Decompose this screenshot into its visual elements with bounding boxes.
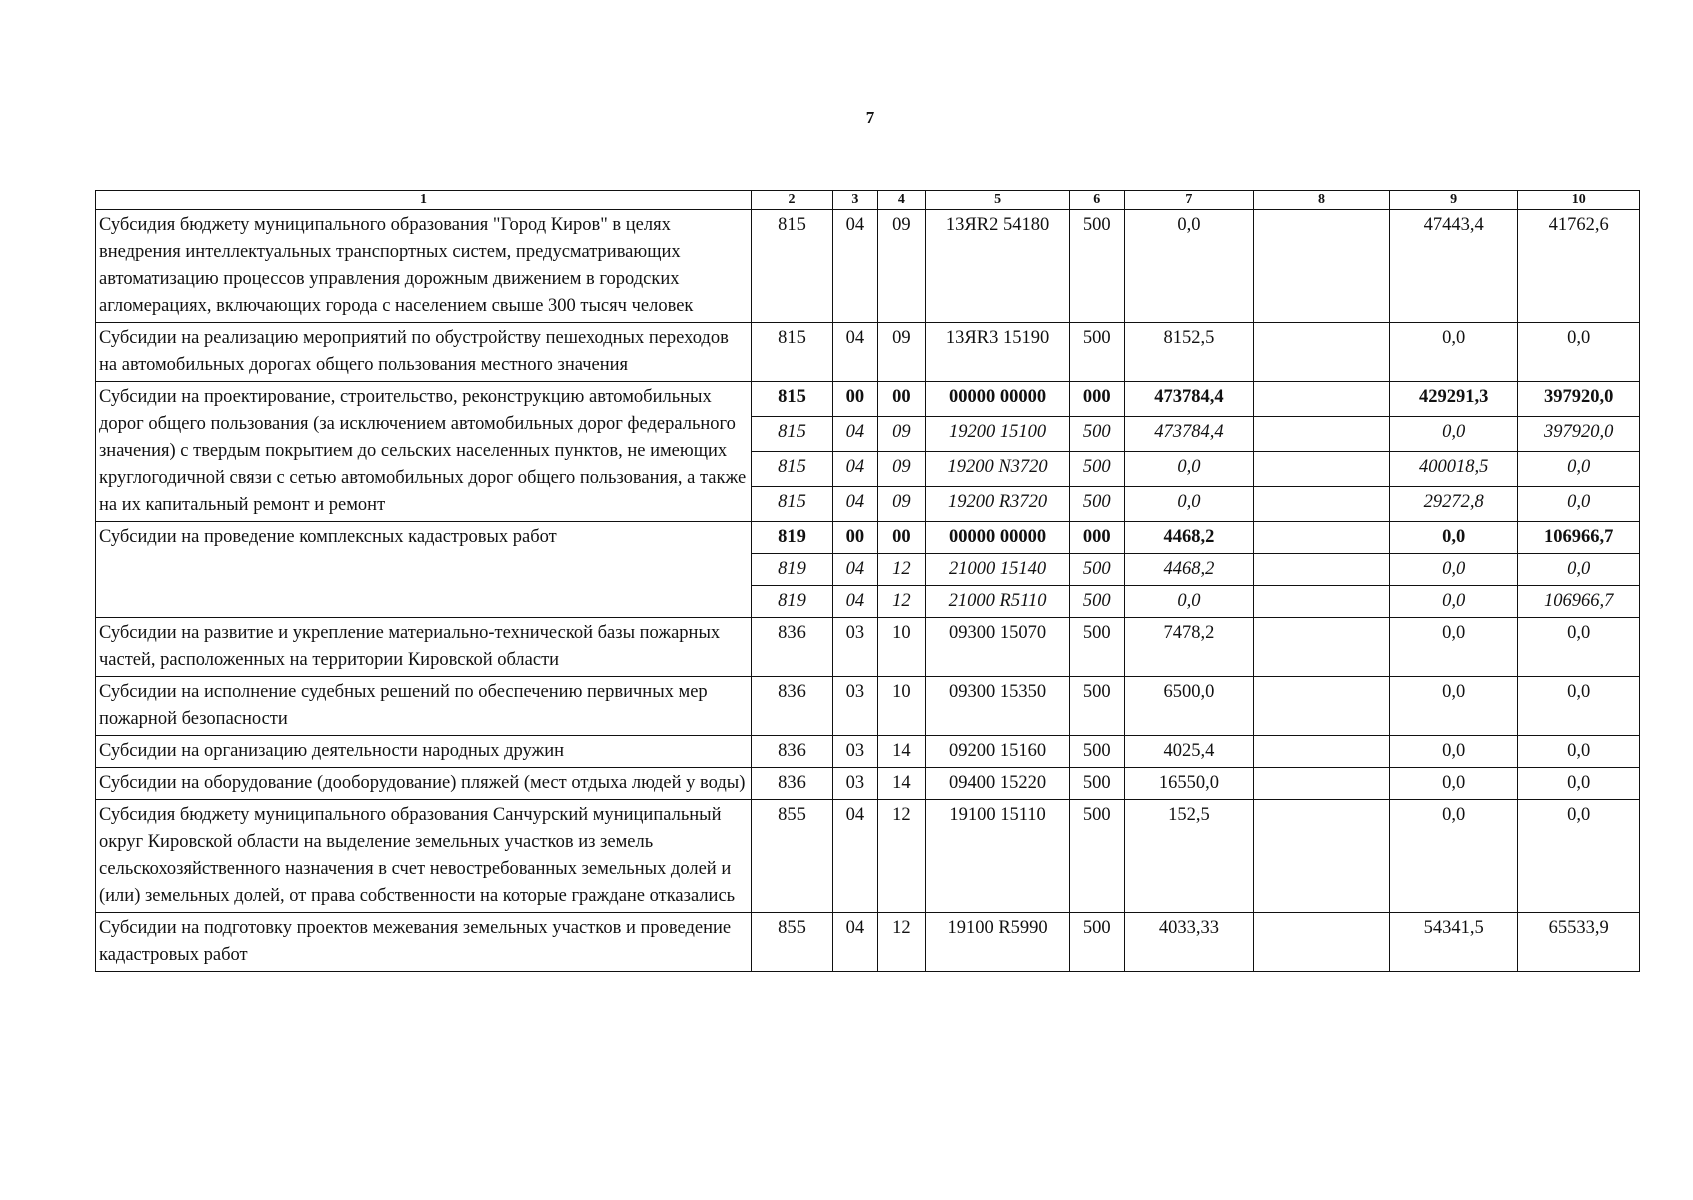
cell-c5: 09400 15220 <box>926 768 1070 800</box>
cell-c10: 0,0 <box>1518 487 1640 522</box>
cell-c10: 0,0 <box>1518 768 1640 800</box>
cell-c10: 106966,7 <box>1518 586 1640 618</box>
cell-c7: 8152,5 <box>1124 323 1254 382</box>
cell-c7: 473784,4 <box>1124 382 1254 417</box>
cell-c2: 815 <box>752 382 833 417</box>
cell-c3: 04 <box>833 554 878 586</box>
cell-c8 <box>1254 586 1390 618</box>
cell-c7: 16550,0 <box>1124 768 1254 800</box>
table-row <box>96 677 1640 736</box>
cell-c10: 0,0 <box>1518 452 1640 487</box>
cell-c5: 19200 15100 <box>926 417 1070 452</box>
cell-c9: 0,0 <box>1389 522 1518 554</box>
cell-c4: 10 <box>877 677 926 736</box>
row-description: Субсидии на оборудование (дооборудование) пляжей (мест отдыха людей у воды) <box>96 768 752 800</box>
cell-c6: 000 <box>1069 522 1124 554</box>
cell-c5: 21000 R5110 <box>926 586 1070 618</box>
header-cell: 3 <box>833 191 878 210</box>
cell-c9: 0,0 <box>1389 677 1518 736</box>
cell-c2: 836 <box>752 618 833 677</box>
table-row <box>96 618 1640 677</box>
cell-c7: 4033,33 <box>1124 913 1254 972</box>
cell-c8 <box>1254 736 1390 768</box>
table-row <box>96 736 1640 768</box>
cell-c3: 00 <box>833 382 878 417</box>
cell-c5: 09300 15070 <box>926 618 1070 677</box>
cell-c6: 500 <box>1069 554 1124 586</box>
cell-c5: 13ЯR3 15190 <box>926 323 1070 382</box>
cell-c3: 04 <box>833 800 878 913</box>
header-cell: 9 <box>1389 191 1518 210</box>
cell-c2: 819 <box>752 522 833 554</box>
cell-c9: 0,0 <box>1389 768 1518 800</box>
cell-c2: 815 <box>752 323 833 382</box>
cell-c3: 03 <box>833 677 878 736</box>
cell-c8 <box>1254 487 1390 522</box>
header-cell: 8 <box>1254 191 1390 210</box>
cell-c5: 09200 15160 <box>926 736 1070 768</box>
table-row-total <box>96 522 1640 554</box>
cell-c10: 0,0 <box>1518 800 1640 913</box>
cell-c10: 41762,6 <box>1518 210 1640 323</box>
cell-c8 <box>1254 913 1390 972</box>
cell-c4: 09 <box>877 452 926 487</box>
cell-c8 <box>1254 800 1390 913</box>
cell-c8 <box>1254 618 1390 677</box>
page-number: 7 <box>865 108 875 127</box>
cell-c7: 6500,0 <box>1124 677 1254 736</box>
row-description: Субсидии на исполнение судебных решений по обеспечению первичных мер пожарной безопасности <box>96 677 752 736</box>
cell-c9: 47443,4 <box>1389 210 1518 323</box>
row-description: Субсидии на реализацию мероприятий по обустройству пешеходных переходов на автомобильных дорогах общего пользования местного значения <box>96 323 752 382</box>
cell-c9: 0,0 <box>1389 554 1518 586</box>
cell-c7: 4025,4 <box>1124 736 1254 768</box>
cell-c7: 152,5 <box>1124 800 1254 913</box>
cell-c6: 500 <box>1069 913 1124 972</box>
cell-c4: 10 <box>877 618 926 677</box>
table-row <box>96 768 1640 800</box>
cell-c5: 19200 N3720 <box>926 452 1070 487</box>
cell-c2: 855 <box>752 913 833 972</box>
cell-c2: 815 <box>752 487 833 522</box>
cell-c8 <box>1254 554 1390 586</box>
cell-c9: 0,0 <box>1389 586 1518 618</box>
cell-c9: 0,0 <box>1389 323 1518 382</box>
cell-c4: 09 <box>877 323 926 382</box>
cell-c10: 65533,9 <box>1518 913 1640 972</box>
cell-c2: 836 <box>752 768 833 800</box>
cell-c8 <box>1254 417 1390 452</box>
row-description: Субсидия бюджету муниципального образования Санчурский муниципальный округ Кировской области на выделение земельных участков из земель сельскохозяйственного назначения в счет невостребованных земельных долей и (или) земельных долей, от права собственности на которые граждане отказались <box>96 800 752 913</box>
cell-c8 <box>1254 382 1390 417</box>
cell-c8 <box>1254 210 1390 323</box>
cell-c6: 500 <box>1069 487 1124 522</box>
header-cell: 5 <box>926 191 1070 210</box>
cell-c9: 0,0 <box>1389 417 1518 452</box>
cell-c8 <box>1254 522 1390 554</box>
cell-c7: 7478,2 <box>1124 618 1254 677</box>
cell-c6: 500 <box>1069 800 1124 913</box>
cell-c5: 09300 15350 <box>926 677 1070 736</box>
cell-c4: 12 <box>877 800 926 913</box>
header-cell: 1 <box>96 191 752 210</box>
cell-c10: 0,0 <box>1518 323 1640 382</box>
cell-c6: 500 <box>1069 323 1124 382</box>
cell-c3: 04 <box>833 452 878 487</box>
cell-c9: 0,0 <box>1389 800 1518 913</box>
cell-c2: 855 <box>752 800 833 913</box>
cell-c4: 09 <box>877 487 926 522</box>
cell-c5: 13ЯR2 54180 <box>926 210 1070 323</box>
cell-c10: 397920,0 <box>1518 382 1640 417</box>
table-row <box>96 913 1640 972</box>
cell-c7: 4468,2 <box>1124 554 1254 586</box>
cell-c4: 00 <box>877 382 926 417</box>
cell-c10: 0,0 <box>1518 736 1640 768</box>
cell-c6: 500 <box>1069 768 1124 800</box>
cell-c5: 21000 15140 <box>926 554 1070 586</box>
cell-c3: 04 <box>833 487 878 522</box>
cell-c3: 04 <box>833 323 878 382</box>
cell-c6: 500 <box>1069 618 1124 677</box>
row-description: Субсидия бюджету муниципального образования "Город Киров" в целях внедрения интеллектуальных транспортных систем, предусматривающих автоматизацию процессов управления дорожным движением в городских агломерациях, включающих города с населением свыше 300 тысяч человек <box>96 210 752 323</box>
cell-c4: 09 <box>877 210 926 323</box>
row-description: Субсидии на развитие и укрепление материально-технической базы пожарных частей, расположенных на территории Кировской области <box>96 618 752 677</box>
row-description: Субсидии на проектирование, строительство, реконструкцию автомобильных дорог общего пользования (за исключением автомобильных дорог федерального значения) с твердым покрытием до сельских населенных пунктов, не имеющих круглогодичной связи с сетью автомобильных дорог общего пользования, а также на их капитальный ремонт и ремонт <box>96 382 752 522</box>
cell-c3: 03 <box>833 736 878 768</box>
header-row <box>96 191 1640 210</box>
cell-c3: 04 <box>833 210 878 323</box>
cell-c8 <box>1254 452 1390 487</box>
cell-c6: 500 <box>1069 417 1124 452</box>
cell-c5: 19200 R3720 <box>926 487 1070 522</box>
row-description: Субсидии на подготовку проектов межевания земельных участков и проведение кадастровых работ <box>96 913 752 972</box>
cell-c2: 819 <box>752 554 833 586</box>
cell-c7: 4468,2 <box>1124 522 1254 554</box>
cell-c3: 04 <box>833 586 878 618</box>
cell-c9: 54341,5 <box>1389 913 1518 972</box>
table-row <box>96 210 1640 323</box>
cell-c9: 429291,3 <box>1389 382 1518 417</box>
table-row-total <box>96 382 1640 417</box>
cell-c4: 12 <box>877 586 926 618</box>
header-cell: 6 <box>1069 191 1124 210</box>
cell-c10: 0,0 <box>1518 618 1640 677</box>
cell-c5: 00000 00000 <box>926 522 1070 554</box>
cell-c10: 0,0 <box>1518 554 1640 586</box>
cell-c4: 14 <box>877 736 926 768</box>
header-cell: 10 <box>1518 191 1640 210</box>
cell-c4: 00 <box>877 522 926 554</box>
header-cell: 7 <box>1124 191 1254 210</box>
cell-c8 <box>1254 323 1390 382</box>
cell-c2: 815 <box>752 452 833 487</box>
budget-table <box>95 190 1640 972</box>
cell-c3: 00 <box>833 522 878 554</box>
cell-c8 <box>1254 768 1390 800</box>
cell-c6: 500 <box>1069 586 1124 618</box>
cell-c9: 400018,5 <box>1389 452 1518 487</box>
cell-c10: 397920,0 <box>1518 417 1640 452</box>
cell-c5: 19100 15110 <box>926 800 1070 913</box>
cell-c7: 0,0 <box>1124 210 1254 323</box>
cell-c7: 0,0 <box>1124 586 1254 618</box>
cell-c2: 815 <box>752 210 833 323</box>
cell-c7: 473784,4 <box>1124 417 1254 452</box>
cell-c7: 0,0 <box>1124 487 1254 522</box>
cell-c9: 0,0 <box>1389 618 1518 677</box>
cell-c5: 19100 R5990 <box>926 913 1070 972</box>
cell-c4: 14 <box>877 768 926 800</box>
cell-c2: 819 <box>752 586 833 618</box>
cell-c10: 106966,7 <box>1518 522 1640 554</box>
cell-c3: 04 <box>833 913 878 972</box>
table-body <box>96 191 1640 972</box>
table-row <box>96 800 1640 913</box>
cell-c4: 12 <box>877 913 926 972</box>
cell-c4: 09 <box>877 417 926 452</box>
cell-c2: 815 <box>752 417 833 452</box>
cell-c8 <box>1254 677 1390 736</box>
cell-c4: 12 <box>877 554 926 586</box>
cell-c5: 00000 00000 <box>926 382 1070 417</box>
table-row <box>96 323 1640 382</box>
cell-c2: 836 <box>752 736 833 768</box>
cell-c6: 500 <box>1069 452 1124 487</box>
cell-c9: 29272,8 <box>1389 487 1518 522</box>
header-cell: 2 <box>752 191 833 210</box>
cell-c3: 03 <box>833 618 878 677</box>
cell-c10: 0,0 <box>1518 677 1640 736</box>
cell-c6: 500 <box>1069 677 1124 736</box>
cell-c7: 0,0 <box>1124 452 1254 487</box>
cell-c2: 836 <box>752 677 833 736</box>
row-description: Субсидии на проведение комплексных кадастровых работ <box>96 522 752 618</box>
cell-c6: 500 <box>1069 736 1124 768</box>
cell-c6: 500 <box>1069 210 1124 323</box>
row-description: Субсидии на организацию деятельности народных дружин <box>96 736 752 768</box>
header-cell: 4 <box>877 191 926 210</box>
cell-c9: 0,0 <box>1389 736 1518 768</box>
cell-c3: 03 <box>833 768 878 800</box>
cell-c3: 04 <box>833 417 878 452</box>
cell-c6: 000 <box>1069 382 1124 417</box>
